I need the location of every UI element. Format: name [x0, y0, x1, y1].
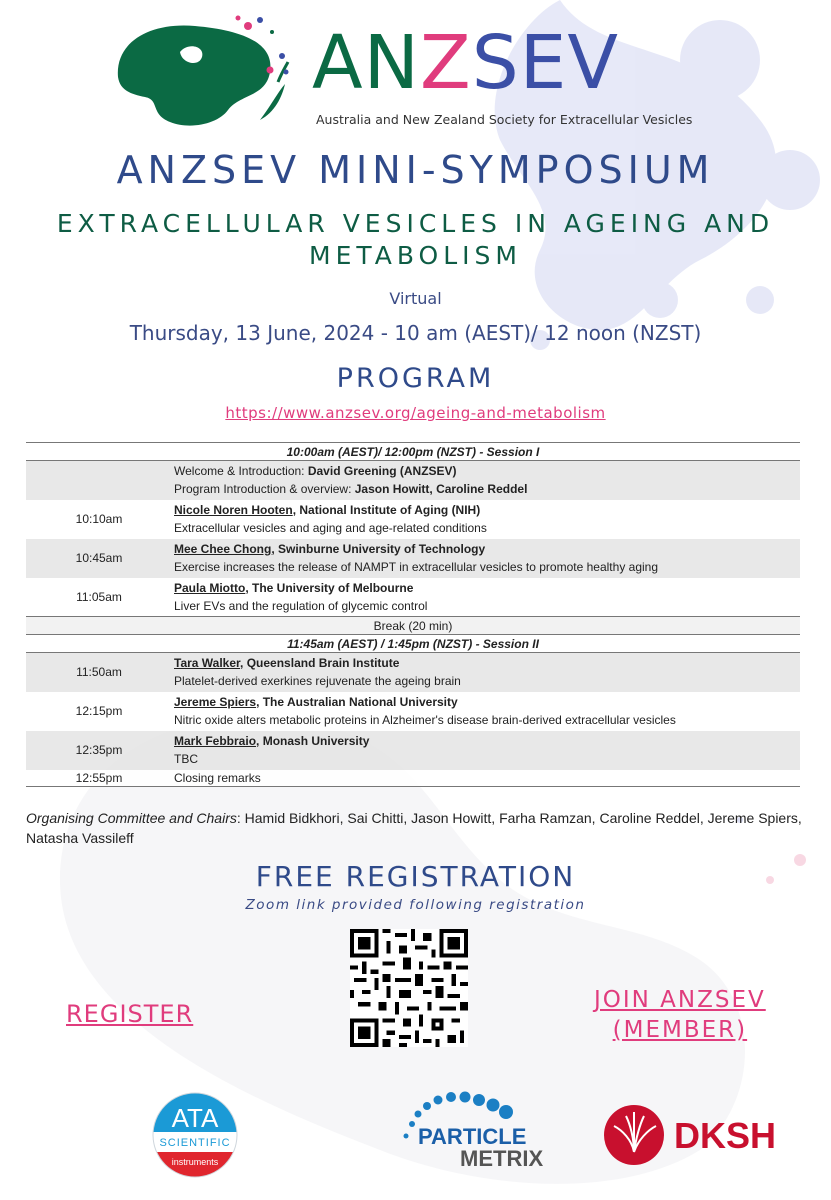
table-row: Welcome & Introduction: David Greening (ANZSEV) Program Introduction & overview: Jason Howitt, Caroline Reddel: [26, 461, 800, 500]
anzsev-logo-mark: [110, 12, 300, 132]
table-row: 11:50am Tara Walker, Queensland Brain Institute Platelet-derived exerkines rejuvenate the ageing brain: [26, 653, 800, 692]
talk-time: 12:15pm: [26, 692, 172, 731]
svg-text:METRIX: METRIX: [460, 1146, 544, 1170]
session-header: 10:00am (AEST)/ 12:00pm (NZST) - Session I: [26, 443, 800, 461]
talk-title: Exercise increases the release of NAMPT in extracellular vesicles to promote healthy aging: [174, 560, 659, 574]
table-row: 12:35pm Mark Febbraio, Monash University TBC: [26, 731, 800, 770]
talk-time: 11:05am: [26, 578, 172, 617]
society-name: Australia and New Zealand Society for Extracellular Vesicles: [316, 112, 693, 127]
table-row: 11:05am Paula Miotto, The University of Melbourne Liver EVs and the regulation of glycemic control: [26, 578, 800, 617]
event-url-link[interactable]: https://www.anzsev.org/ageing-and-metabolism: [225, 404, 606, 422]
talk-time: 11:50am: [26, 653, 172, 692]
break-row: Break (20 min): [26, 617, 800, 635]
talk-time: 12:35pm: [26, 731, 172, 770]
page-subtitle: EXTRACELLULAR VESICLES IN AGEING AND METABOLISM: [56, 209, 775, 270]
session-header: 11:45am (AEST) / 1:45pm (NZST) - Session II: [26, 635, 800, 653]
talk-title: Extracellular vesicles and aging and age-related conditions: [174, 521, 487, 535]
particle-metrix-logo: [398, 1090, 578, 1170]
svg-text:PARTICLE: PARTICLE: [418, 1124, 527, 1149]
svg-text:DKSH: DKSH: [674, 1115, 777, 1156]
speaker-name: Nicole Noren Hooten: [174, 503, 293, 517]
event-mode: Virtual: [389, 289, 442, 308]
table-row: 10:45am Mee Chee Chong, Swinburne University of Technology Exercise increases the release of NAMPT in extracellular vesicles to promote healthy aging: [26, 539, 800, 578]
talk-time: 10:10am: [26, 500, 172, 539]
table-row: [26, 770, 800, 787]
svg-text:instruments: instruments: [171, 1157, 219, 1167]
speaker-name: Mark Febbraio: [174, 734, 257, 748]
closing-remarks: Closing remarks: [172, 770, 800, 787]
register-link[interactable]: REGISTER: [66, 1000, 194, 1028]
talk-time: 12:55pm: [26, 770, 172, 787]
table-row: 12:15pm Jereme Spiers, The Australian National University Nitric oxide alters metabolic proteins in Alzheimer's disease brain-derived extracellular vesicles: [26, 692, 800, 731]
speaker-name: Tara Walker: [174, 656, 241, 671]
talk-time: 10:45am: [26, 539, 172, 578]
zoom-note: Zoom link provided following registration: [245, 897, 586, 913]
program-table: [26, 442, 800, 787]
talk-title: TBC: [174, 752, 198, 766]
page-title: ANZSEV MINI-SYMPOSIUM: [116, 148, 715, 192]
speaker-name: Jereme Spiers: [174, 695, 257, 709]
free-registration-heading: FREE REGISTRATION: [255, 860, 576, 893]
event-date: Thursday, 13 June, 2024 - 10 am (AEST)/ 12 noon (NZST): [129, 321, 702, 345]
program-heading: PROGRAM: [336, 363, 495, 394]
join-anzsev-link[interactable]: JOIN ANZSEV (MEMBER): [594, 987, 766, 1043]
organising-committee: Organising Committee and Chairs: Hamid Bidkhori, Sai Chitti, Jason Howitt, Farha Ramzan, Caroline Reddel, Jereme Spiers, Natasha Vassileff: [26, 810, 802, 846]
dksh-logo: [602, 1100, 802, 1170]
qr-code[interactable]: [350, 929, 468, 1047]
svg-text:SCIENTIFIC: SCIENTIFIC: [159, 1137, 231, 1149]
svg-text:ATA: ATA: [171, 1103, 219, 1133]
table-row: 10:10am Nicole Noren Hooten, National Institute of Aging (NIH) Extracellular vesicles and aging and age-related conditions: [26, 500, 800, 539]
talk-title: Platelet-derived exerkines rejuvenate the ageing brain: [174, 674, 461, 689]
anzsev-wordmark: ANZSEV: [312, 20, 620, 106]
talk-title: Liver EVs and the regulation of glycemic control: [174, 598, 428, 613]
ata-scientific-logo: [145, 1090, 245, 1180]
speaker-name: Paula Miotto: [174, 580, 246, 595]
speaker-name: Mee Chee Chong: [174, 542, 272, 556]
talk-title: Nitric oxide alters metabolic proteins in Alzheimer's disease brain-derived extracellular vesicles: [174, 713, 676, 727]
